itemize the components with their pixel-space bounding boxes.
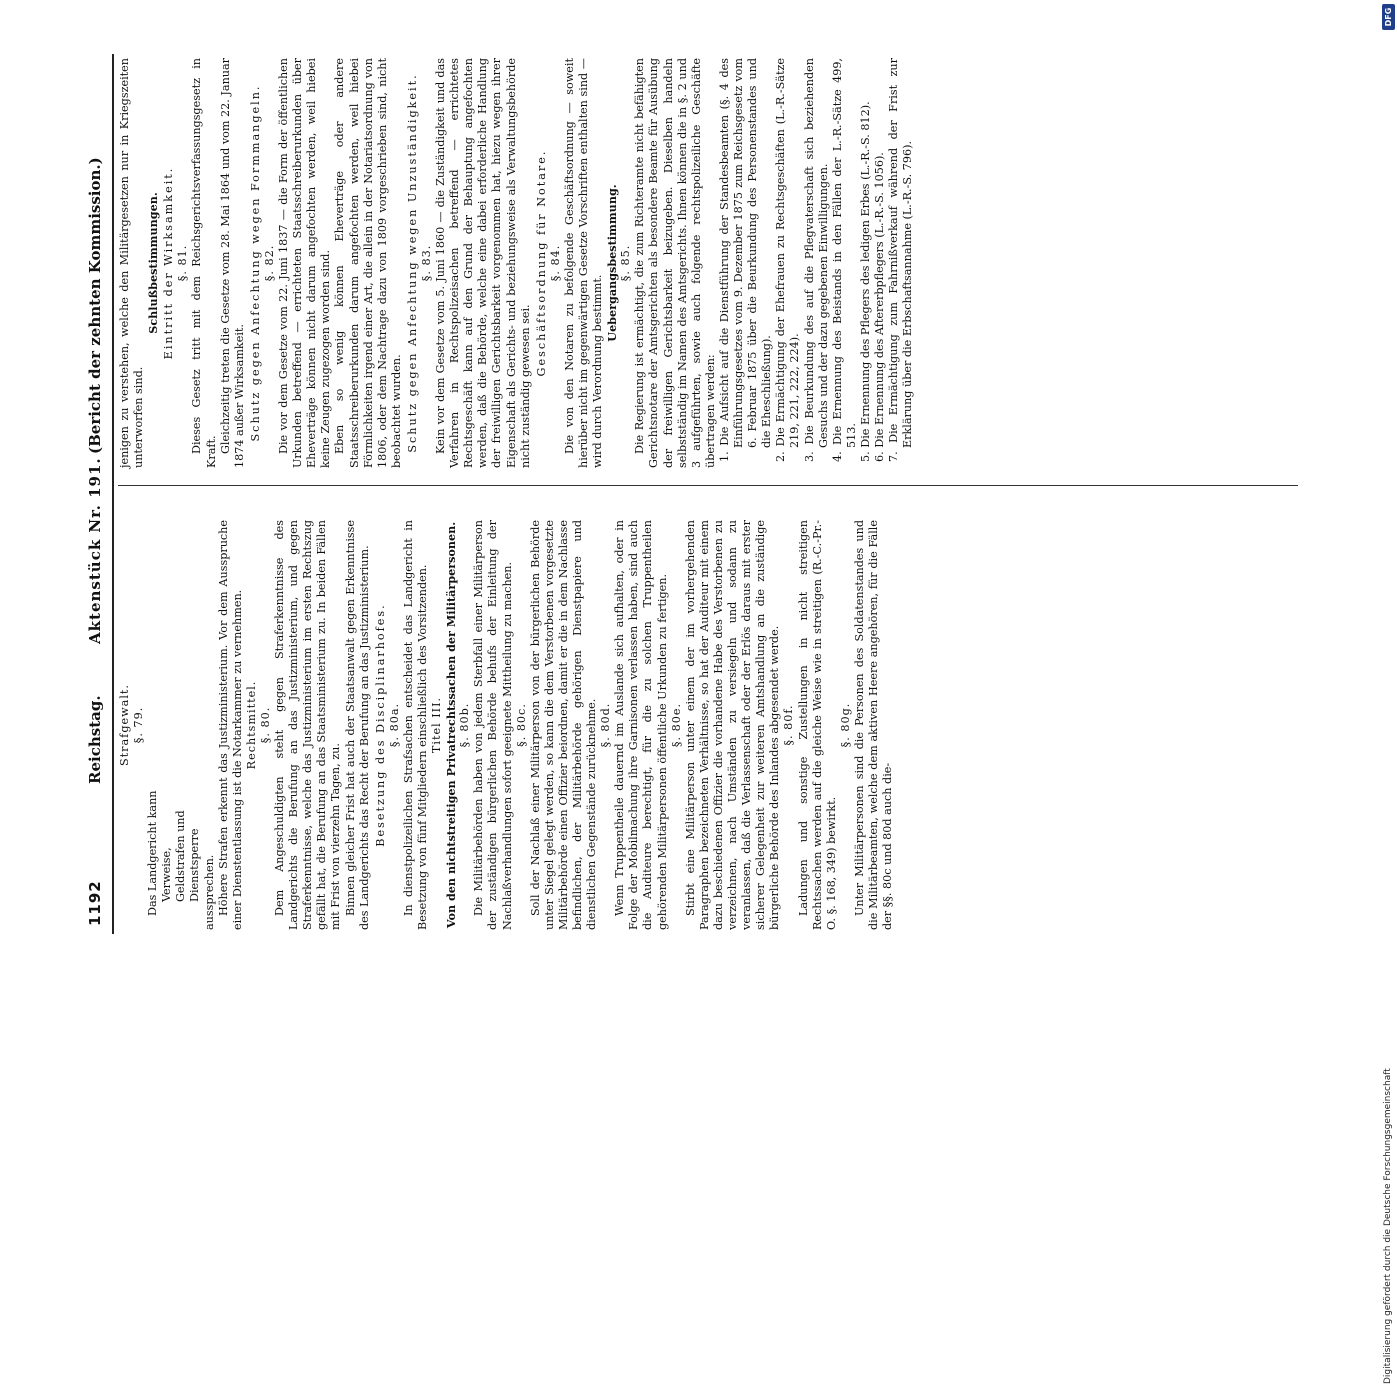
left-column-block: §. 80c.	[514, 703, 528, 747]
right-column-block: §. 82.	[262, 244, 276, 282]
left-column-block: §. 79.	[132, 706, 146, 744]
right-column-block: 3. Die Beurkundung des auf die Pflegvaterschaft sich beziehenden Gesuchs und der dazu gegebenen Einwilligungen.	[802, 58, 830, 462]
left-column-block: §. 80f.	[782, 704, 796, 746]
left-column-block: Stirbt eine Militärperson unter einem der im vorhergehenden Paragraphen bezeichneten Verhältnisse, so hat der Auditeur mit einem dazu beschiedenen Offizier die vorhandene Habe des Verstorbenen zu verzeichnen, nach Umständen zu versiegeln und sodann zu veranlassen, daß die Verlassenschaft oder der Erlös daraus mit erster sicherer Gelegenheit zur weiteren Amtshandlung an die zuständige bürgerliche Behörde des Inlandes abgesendet werde.	[683, 520, 782, 930]
right-column-block: 1. Die Aufsicht auf die Dienstführung der Standesbeamten (§. 4 des Einführungsgesetzes vom 9. Dezember 1875 zum Reichsgesetz vom 6. Februar 1875 über die Beurkundung des Personenstandes und die Eheschließung).	[717, 58, 774, 462]
right-column-block: §. 81.	[176, 244, 190, 282]
credit-text: Digitalisierung gefördert durch die Deutsche Forschungsgemeinschaft	[1383, 1068, 1393, 1384]
left-column-block: §. 80g.	[838, 702, 852, 748]
right-column-block: Dieses Gesetz tritt mit dem Reichsgerichtsverfassungsgesetz in Kraft.	[190, 58, 218, 468]
left-column-block: §. 80.	[258, 706, 272, 744]
left-column-block: §. 80e.	[669, 702, 683, 748]
left-column-block: Rechtsmittel.	[244, 680, 258, 770]
right-column-block: Die vor dem Gesetze vom 22. Juni 1837 — die Form der öffentlichen Urkunden betreffend — errichteten Staatsschreiberurkunden über Eheverträge können nicht darum angefochten werden, weil hiebei keine Zeugen zugezogen worden sind.	[277, 58, 333, 468]
right-column-block: 4. Die Ernennung des Beistands in den Fällen der L.-R.-Sätze 499, 513.	[830, 58, 858, 462]
right-column-block: Eintritt der Wirksamkeit.	[162, 166, 176, 360]
right-column-block: Uebergangsbestimmung.	[605, 184, 620, 342]
right-column-block: Geschäftsordnung für Notare.	[534, 149, 548, 377]
right-column-block: Schlußbestimmungen.	[146, 192, 161, 334]
right-column	[118, 58, 915, 468]
right-column-block: Schutz gegen Anfechtung wegen Formmangeln.	[248, 84, 262, 442]
left-column-block: §. 80d.	[599, 702, 613, 748]
right-column-block: Kein vor dem Gesetze vom 5. Juni 1860 — die Zuständigkeit und das Verfahren in Rechtspolizeisachen betreffend — errichtetes Rechtsgeschäft kann auf den Grund der Behauptung angefochten werden, daß die Behörde, welche eine dabei erforderliche Handlung der freiwilligen Gerichtsbarkeit vorgenommen hat, hiezu wegen ihrer Eigenschaft als Gerichts- und beziehungsweise als Verwaltungsbehörde nicht zuständig gewesen sei.	[434, 58, 532, 468]
right-column-block: 5. Die Ernennung des Pflegers des ledigen Erbes (L.-R.-S. 812).	[858, 101, 872, 462]
right-column-block: 6. Die Ernennung des Aftererbpflegers (L.-R.-S. 1056).	[872, 152, 886, 462]
right-column-block: Eben so wenig können Eheverträge oder andere Staatsschreiberurkunden darum angefochten werden, weil hiebei Förmlichkeiten irgend einer Art, die allein in der Notariatsordnung von 1806, oder dem Nachtrage dazu von 1809 vorgeschrieben sind, nicht beobachtet wurden.	[333, 58, 403, 468]
right-column-block: §. 83.	[419, 244, 433, 282]
left-column-block: Besetzung des Disciplinarhofes.	[373, 603, 387, 847]
right-column-block: 7. Die Ermächtigung zum Fahrnißverkauf während der Frist zur Erklärung über die Erbschaftsannahme (L.-R.-S. 796).	[887, 58, 915, 462]
left-column-block: Wenn Truppentheile dauernd im Auslande sich aufhalten, oder in Folge der Mobilmachung ihre Garnisonen verlassen haben, sind auch die Auditeure berechtigt, für die zu solchen Truppentheilen gehörenden Militärpersonen öffentliche Urkunden zu fertigen.	[613, 520, 669, 930]
header-left: Reichstag.	[86, 695, 104, 784]
left-column-block: aussprechen.	[202, 854, 216, 930]
left-column-block: §. 80a.	[387, 702, 401, 748]
left-column-block: Höhere Strafen erkennt das Justizministerium. Vor dem Ausspruche einer Dienstentlassung ist die Notarkammer zu vernehmen.	[216, 520, 244, 930]
right-column-block: Die von den Notaren zu befolgende Geschäftsordnung — soweit hierüber nicht im gegenwärtigen Gesetze Vorschriften enthalten sind — wird durch Verordnung bestimmt.	[562, 58, 605, 468]
left-column-block: Soll der Nachlaß einer Militärperson von der bürgerlichen Behörde unter Siegel gelegt werden, so kann die dem Verstorbenen vorgesetzte Militärbehörde einen Offizier beiordnen, damit er die in dem Nachlasse befindlichen, der Militärbehörde gehörigen Dienstpapiere und dienstlichen Gegenstände zurücknehme.	[528, 520, 599, 930]
page-number: 1192	[86, 880, 104, 926]
running-head	[86, 54, 110, 934]
left-column-block: Verweise,	[160, 847, 174, 902]
left-column-block: Dem Angeschuldigten steht gegen Straferkenntnisse des Landgerichts die Berufung an das Justizministerium, und gegen Straferkenntnisse, welche das Justizministerium im ersten Rechtszug gefällt hat, die Berufung an das Staatsministerium zu. In beiden Fällen mit Frist von vierzehn Tagen, zu.	[273, 520, 343, 930]
column-divider	[118, 485, 1298, 486]
right-column-block: Schutz gegen Anfechtung wegen Unzuständigkeit.	[405, 73, 419, 453]
left-column-block: Die Militärbehörden haben von jedem Sterbfall einer Militärperson der zuständigen bürgerlichen Behörde behufs der Einleitung der Nachlaßverhandlungen sofort geeignete Mittheilung zu machen.	[472, 520, 514, 930]
right-column-block: §. 84.	[548, 244, 562, 282]
right-column-block: 2. Die Ermächtigung der Ehefrauen zu Rechtsgeschäften (L.-R.-Sätze 219, 221, 222, 224).	[774, 58, 802, 462]
left-column-block: Unter Militärpersonen sind die Personen des Soldatenstandes und die Militärbeamten, welche dem aktiven Heere angehören, für die Fälle der §§. 80c und 80d auch die-	[852, 520, 895, 930]
right-column-block: Gleichzeitig treten die Gesetze vom 28. Mai 1864 und vom 22. Januar 1874 außer Wirksamkeit.	[218, 58, 246, 468]
left-column-block: Binnen gleicher Frist hat auch der Staatsanwalt gegen Erkenntnisse des Landgerichts das Recht der Berufung an das Justizministerium.	[343, 520, 371, 930]
right-column-block: Die Regierung ist ermächtigt, die zum Richteramte nicht befähigten Gerichtsnotare der Amtsgerichten als besondere Beamte für Ausübung der freiwilligen Gerichtsbarkeit beizugeben. Dieselben handeln selbstständig im Namen des Amtsgerichts. Ihnen können die in §. 2 und 3 aufgeführten, sowie auch folgende rechtspolizeiliche Geschäfte übertragen werden:	[633, 58, 717, 468]
left-column-block: Geldstrafen und	[174, 810, 188, 902]
side-credit	[1380, 4, 1396, 1384]
header-rule	[112, 54, 114, 934]
left-column-block: Dienstsperre	[188, 828, 202, 902]
header-right: (Bericht der zehnten Kommission.)	[86, 157, 104, 454]
right-column-block: §. 85.	[619, 244, 633, 282]
left-column-block: Das Landgericht kann	[146, 790, 160, 916]
header-center: Aktenstück Nr. 191.	[86, 457, 104, 644]
left-column-block: Ladungen und sonstige Zustellungen in nicht streitigen Rechtssachen werden auf die gleiche Weise wie in streitigen (R.-C.-Pr.-O. §. 168, 349) bewirkt.	[796, 520, 838, 930]
left-column-block: §. 80b.	[458, 702, 472, 748]
left-column-block: In dienstpolizeilichen Strafsachen entscheidet das Landgericht in Besetzung von fünf Mitgliedern einschließlich des Vorsitzenden.	[401, 520, 429, 930]
logo-text: DFG	[1384, 7, 1393, 27]
left-column-block: Titel III.	[430, 696, 444, 754]
right-column-block: jenigen zu verstehen, welche den Militärgesetzen nur in Kriegszeiten unterworfen sind.	[118, 58, 146, 468]
left-column	[118, 520, 895, 930]
dfg-logo	[1382, 4, 1395, 30]
left-column-block: Strafgewalt.	[118, 684, 131, 766]
left-column-block: Von den nichtstreitigen Privatrechtssachen der Militärpersonen.	[444, 521, 459, 929]
